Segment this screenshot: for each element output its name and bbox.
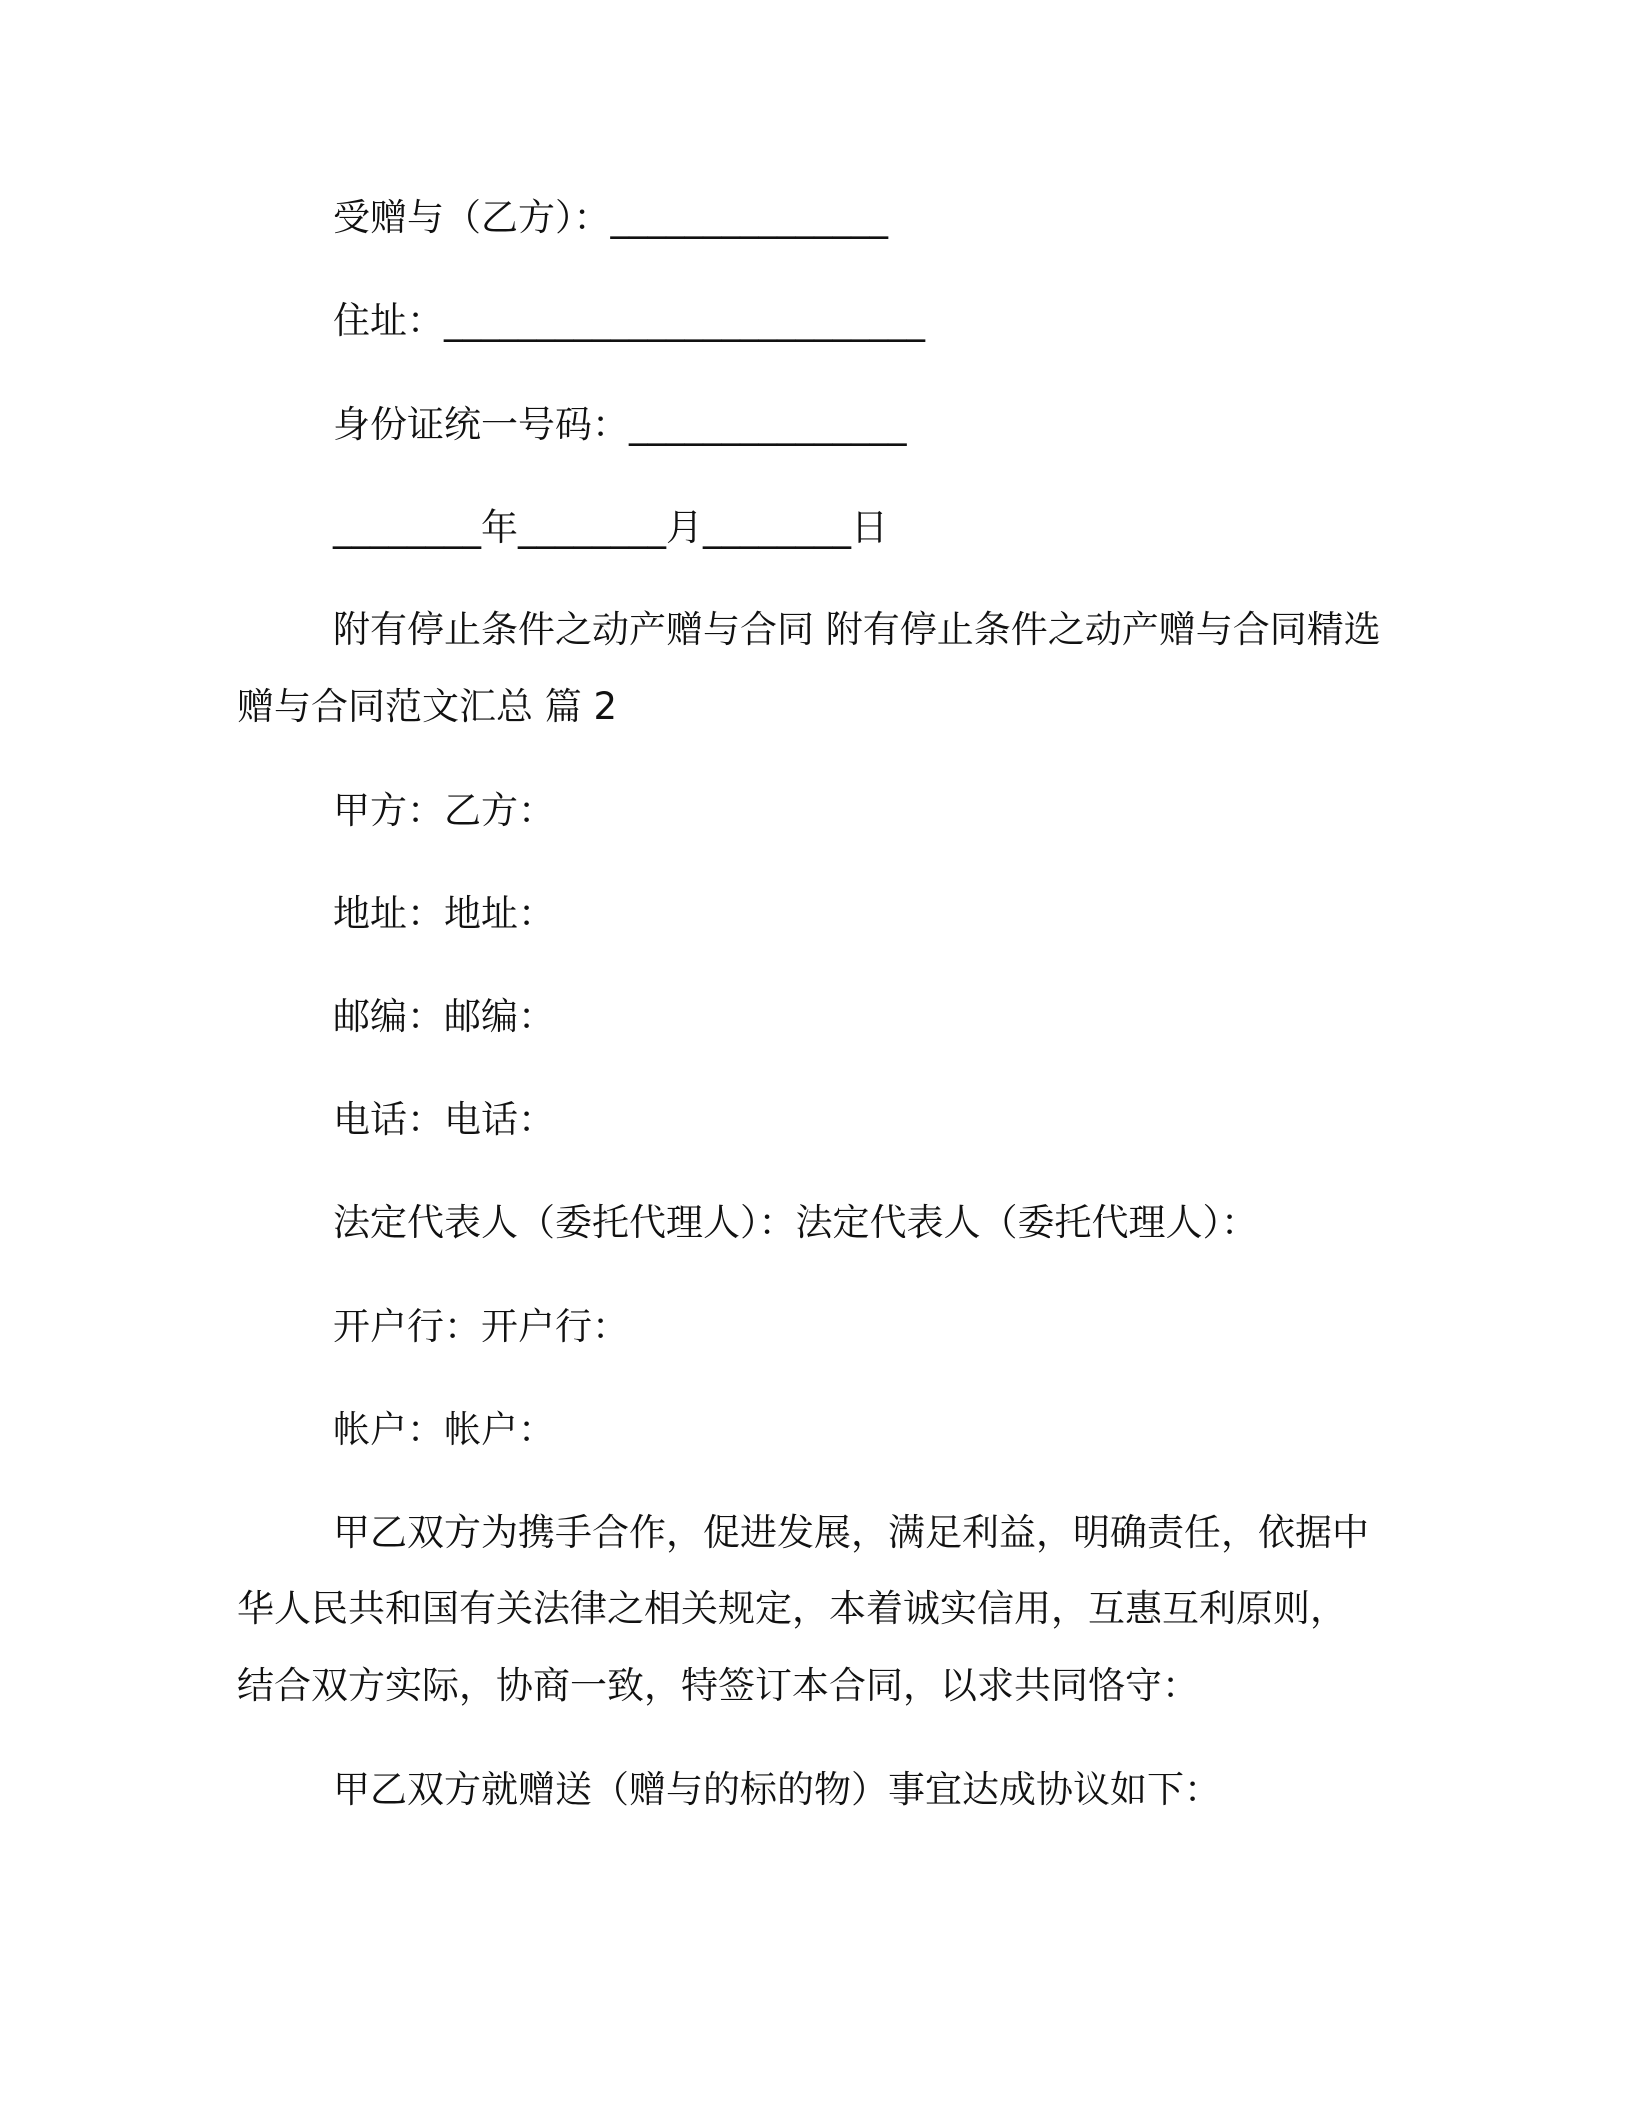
phone-line: 电话：电话：: [333, 1098, 555, 1141]
bank-line: 开户行：开户行：: [333, 1305, 629, 1348]
address-line: 住址：__________________________: [333, 299, 925, 342]
legal-representative-line: 法定代表人（委托代理人）：法定代表人（委托代理人）：: [333, 1201, 1258, 1244]
preamble-line-1: 甲乙双方为携手合作，促进发展，满足利益，明确责任，依据中: [333, 1511, 1369, 1554]
id-number-line: 身份证统一号码：_______________: [333, 403, 907, 446]
section-heading-line-1: 附有停止条件之动产赠与合同 附有停止条件之动产赠与合同精选: [333, 608, 1381, 651]
recipient-party-line: 受赠与（乙方）：_______________: [333, 196, 888, 239]
postal-code-line: 邮编：邮编：: [333, 995, 555, 1038]
party-address-line: 地址：地址：: [333, 892, 555, 935]
preamble-line-2: 华人民共和国有关法律之相关规定，本着诚实信用，互惠互利原则，: [237, 1587, 1347, 1630]
party-names-line: 甲方：乙方：: [333, 789, 555, 832]
agreement-intro-line: 甲乙双方就赠送（赠与的标的物）事宜达成协议如下：: [333, 1768, 1221, 1811]
preamble-line-3: 结合双方实际，协商一致，特签订本合同，以求共同恪守：: [237, 1664, 1199, 1707]
account-line: 帐户：帐户：: [333, 1408, 555, 1451]
date-line: ________年________月________日: [333, 506, 888, 549]
section-heading-line-2: 赠与合同范文汇总 篇 2: [237, 685, 618, 728]
